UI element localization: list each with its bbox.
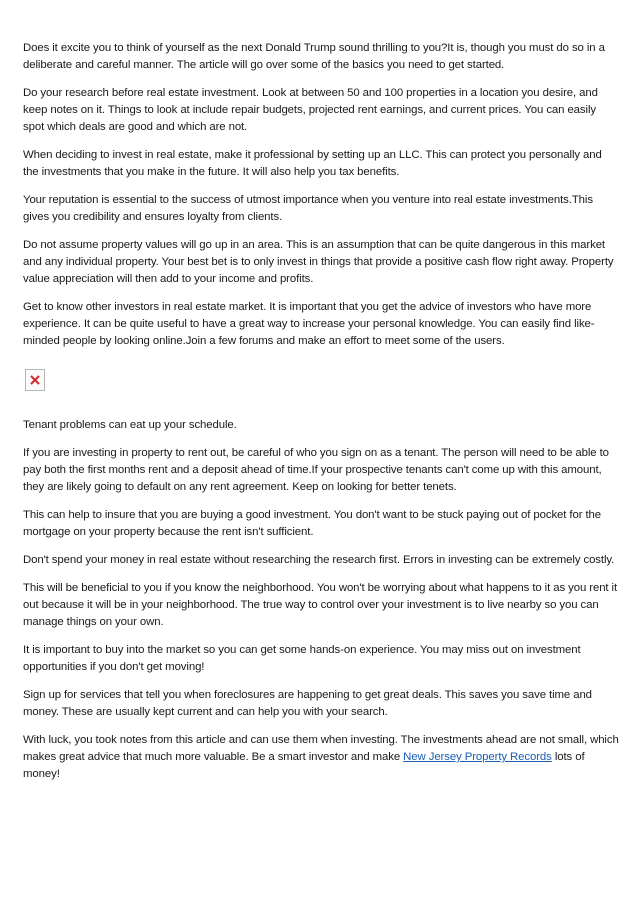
broken-image [25, 369, 45, 391]
article-body [23, 40, 619, 794]
closing-text-end: lots of money! [23, 751, 585, 780]
paragraph-other-investors: Get to know other investors in real estate market. It is important that you get the advice of investors who have more experience. It can be quite useful to have a great way to increase your personal knowledge. You can easily find like-minded people by looking online.Join a few forums and make an effort to meet some of the users. [23, 301, 595, 347]
paragraph-research-first: Don't spend your money in real estate without researching the research first. Errors in investing can be extremely costly. [23, 554, 615, 566]
broken-image-icon [30, 375, 40, 385]
paragraph-foreclosures: Sign up for services that tell you when foreclosures are happening to get great deals. This saves you save time and money. These are usually kept current and can help you with your search. [23, 689, 592, 718]
property-records-link[interactable]: New Jersey Property Records [403, 751, 552, 763]
paragraph-tenants: If you are investing in property to rent out, be careful of who you sign on as a tenant. The person will need to be able to pay both the first months rent and a deposit ahead of time.If your prospective tenants can't come up with this amount, they are likely going to default on any rent agreement. Keep on looking for better tenets. [23, 447, 609, 493]
paragraph-good-investment: This can help to insure that you are buying a good investment. You don't want to be stuck paying out of pocket for the mortgage on your property because the rent isn't sufficient. [23, 509, 602, 538]
paragraph-research: Do your research before real estate investment. Look at between 50 and 100 properties in a location you desire, and keep notes on it. Things to look at include repair budgets, projected rent earnings, and current prices. You can easily spot which deals are good and which are not. [23, 87, 598, 133]
paragraph-reputation: Your reputation is essential to the success of utmost importance when you venture into real estate investments.This gives you credibility and ensures loyalty from clients. [23, 194, 593, 223]
paragraph-closing [23, 732, 619, 783]
paragraph-property-values: Do not assume property values will go up in an area. This is an assumption that can be quite dangerous in this market and any individual property. Your best bet is to only invest in things that provide a positive cash flow right away. Property value appreciation will then add to your income and profits. [23, 239, 614, 285]
paragraph-tenant-problems: Tenant problems can eat up your schedule. [23, 419, 237, 431]
paragraph-llc: When deciding to invest in real estate, make it professional by setting up an LLC. This can protect you personally and the investments that you make in the future. It will also help you tax benefits. [23, 149, 602, 178]
paragraph-hands-on: It is important to buy into the market so you can get some hands-on experience. You may miss out on investment opportunities if you don't get moving! [23, 644, 581, 673]
paragraph-neighborhood: This will be beneficial to you if you know the neighborhood. You won't be worrying about what happens to it as you rent it out because it will be in your neighborhood. The true way to control over your investment is to live nearby so you can manage things on your own. [23, 582, 618, 628]
closing-text-start: With luck, you took notes from this article and can use them when investing. The investments ahead are not small, which makes great advice that much more valuable. Be a smart investor and make [23, 734, 619, 763]
paragraph-intro: Does it excite you to think of yourself as the next Donald Trump sound thrilling to you?It is, though you must do so in a deliberate and careful manner. The article will go over some of the basics you need to get started. [23, 42, 605, 71]
